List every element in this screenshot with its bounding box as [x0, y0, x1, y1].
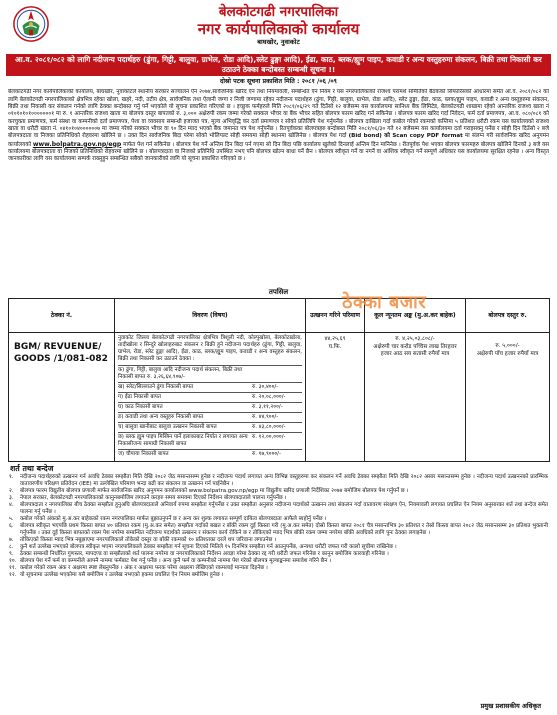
col-header-notice: ठेक्का नं. — [9, 299, 115, 333]
description-items — [118, 365, 302, 459]
condition-number: १२. — [9, 571, 17, 578]
condition-text: नदीजन्य पदार्थहरुको उत्खनन गर्न अवधि ठेक्का सम्झौता मिति देखि २०८२ जेठ मसान्तसम्म हुनेछ र नदीजन्य पदार्थ लगायत अन्य विभिन्न वस्तुहरुमा कर संकलन गर्ने अवधि ठेक्का सम्झौता मिति देखि २०८२ असार मसान्तसम्म हुनेछ । नदीजन्य पदार्थ उत्खननको प्रारम्भिक वातावरणीय परिक्षण प्रतिवेदन (IEE) मा उल्लेखित परिमाण भन्दा बढी कर संकलन वा उत्खनन गर्न पाईनेछैन । — [20, 474, 548, 488]
description-item-amount: रु. १७,९०००/- — [252, 451, 281, 458]
tender-table — [8, 298, 550, 462]
description-item-label: ग) ईंढा निकासी बापत — [118, 394, 161, 401]
condition-text: कुनै शर्त उल्लेख नभएको बोलपत्र स्वीकृत भएमा नगरपालिकाले ठेक्का सम्झौता गर्न सूचना दिएको मितिले १५ दिनभित्र सम्झौता गर्न आउनुपर्नेछ, अन्यथा धरौटी जफत गरी कालो सूचीमा राखिनेछ । — [20, 543, 397, 550]
condition-text: कबोल गरेको रकम अंक र अक्षरमा स्पष्ट लेख्नुपर्नेछ । अंक र अक्षरमा फरक परेमा अक्षरमा लेखिएको रकमलाई मान्यता दिइनेछ । — [20, 564, 268, 571]
description-item-amount: रु. १२,००,०००/- — [252, 434, 286, 441]
contract-number: BGM/ REVUENUE/ GOODS /1/081-082 — [9, 333, 115, 462]
description-item — [118, 422, 302, 432]
col-header-fee: बोलपत्र दस्तुर रु. — [466, 299, 550, 333]
condition-item — [9, 537, 548, 544]
condition-number: ८. — [9, 543, 14, 550]
notice-title: आ.व. २०८१/०८२ को लागि नदीजन्य पदार्थहरु (ढुंगा, गिट्टी, बालुवा, ग्राभेल, रोडा आदि),स्लेट ढुङ्गा आदि), ईंढा, काठ, ब्लक/ह्युम पाइप, कवाडी र अन्य वस्तुहरुमा संकलन, बिक्री तथा निकासी कर उठाउने ठेक्का बन्दोबस्त सम्बन्धी सूचना !! — [6, 54, 551, 76]
condition-text: ठेक्का सम्बन्धी निर्धारित गुणस्तर, मापदण्ड वा सम्झौताको शर्त पालना नगरेमा वा नगरपालिकाको निर्देशन अवज्ञा गरेमा ठेक्का रद्द गरी धरौटी जफत गरिनेछ र कानुन बमोजिम कारवाही गरिनेछ । — [20, 550, 389, 557]
table-row — [9, 333, 550, 462]
intro-text-2: मा संलग्न गरी सार्वजनिक खरिद अनुगमन कार्यालयको — [8, 133, 549, 148]
intro-text-1: बेलकोटगढी नगर कार्यपालिकाको कार्यालय, बाघखोर, नुवाकोटले स्थानीय सरकार सञ्चालन ऐन २०७४,सार्वजनिक खरिद ऐन तथा नियमावली, सम्बन्धित ऐन नियम र यस नगरपालिकाको राजश्व परामर्श समितिको बैठकको सिफारिसको आधारमा समेत आ.व. २०८१/०८२ को लागि बेलकोटगढी नगरपालिकाको क्षेत्रभित्र रहेका खोला, खहरे, नदी, तटीय क्षेत्र, सार्वजनिक तथा ऐलानी जग्गा र निजी जग्गामा रहेका नदीजन्य पदार्थहरु (ढुंगा, गिट्टी, बालुवा, ग्राभेल, रोडा आदि), स्लेट ढुङ्गा, ईंढा, काठ, ब्लक/ह्युम पाइप, कवाडी र अन्य वस्तुहरुमा संकलन, बिक्री तथा निकासी कर संकलन गर्नको लागि ठेक्का बन्दोबस्त गर्नु पर्ने भएकोले यो सूचना प्रकाशित गरिएको छ । इच्छुक फर्महरुले मिति २०८१/०६/२९ गते दिउँसो १२ बजेसम्म यस कार्यालयमा सानिध्य बैंक लिमिटेड, बेलकोटगढी शाखामा रहेको आन्तरिक राजश्व खाता नं ०१०१०१०१०००००००१ मा रु. १ आन्तरिक राजश्व खाता मा बोलपत्र दस्तुर बापतको रु. ३,००० अक्षेरुपी रकम जम्मा गरेको सक्कल भौचर वा बैंक भौचर सहित बोलपत्र फारम खरिद गर्न सकिनेछ । बोलपत्र फारम खरिद गर्दा निवेदन, फर्म दर्ता प्रमाणपत्र, आ.व. ०८०/०८१ को करचुक्ता प्रमाणपत्र, फर्म संस्था वा कम्पनीको दर्ता प्रमाणपत्र, पेशा वा व्यवसाय सम्बन्धी इजाजत पत्र, मूल्य अभिवृद्धि कर दर्ता प्रमाणपत्र र सोको प्रतिलिपि पेश गर्नुपर्नेछ । बोलपत्र दाखिला गर्दा कबोल गरेको रकमको कम्तिमा ५ प्रतिशत धरौटी रकम यस कार्यालयको राजश्व खाता वा धरौटी खाता नं. ०४१०१०४००००००७ मा जम्मा गरेको सक्कल भौचर वा ९० दिन म्याद भएको बैंक जमानत पत्र पेश गर्नुपर्नेछ । रितपूर्वकका बोलपत्रहरु बन्दोबस्त मिति २०८१/०६/३० गते १२ बजेसम्म यस कार्यालयमा दर्ता गराइसक्नु पर्नेछ र सोही दिन दिउँसो २ बजे बोलपत्रदाता वा निजका प्रतिनिधिको रोहवरमा खोलिने छ । उक्त दिन सार्वजनिक बिदा परेमा सोको भोलिपल्ट सोही समयमा सोही स्थानमा खोलिनेछ । बोलपत्र पेश गर्दा — [8, 89, 549, 140]
description-cell — [115, 333, 306, 462]
condition-number: ९. — [9, 550, 14, 557]
intro-text-3: मार्फत पेश गर्न सकिनेछ । बोलपत्र पेश गर्ने अन्तिम दिन बिदा पर्न गएमा सो दिन बिदा पछि कार्यालय खुलेको दिनलाई अन्तिम दिन मानिनेछ । रीतपूर्वक पेश भएका बोलपत्र फारमहरु बोलपत्र खोलिने दिनको ३ बजे यस कार्यालयमा बोलपत्रदाता वा निजको प्रतिनिधिको रोहवरमा खोलिने छ । बोलपत्रदाता वा निजको प्रतिनिधि उपस्थित नभए पनि बोलपत्र खोल्न बाधा पर्ने छैन । बोलपत्र स्वीकृत गर्ने वा नगर्ने वा आंशिक स्वीकृत गर्ने सम्पूर्ण अधिकार यस कार्यालयमा सुरक्षित रहनेछ । अन्य विस्तृत जानकारीका लागि यस कार्यालयमा सम्पर्क राख्नुहुन सम्बन्धित सबैको जानकारीको लागि यो सूचना प्रकाशित गरिएको छ । — [8, 141, 549, 163]
description-item-amount: रु. ४३,८०,०००/- — [252, 424, 286, 431]
office-name: बेलकोटगढी नगरपालिका — [218, 4, 339, 20]
condition-number: ३. — [9, 495, 14, 502]
col-header-desc: विवरण (विषय) — [115, 299, 306, 333]
description-item — [118, 432, 302, 449]
description-item — [118, 365, 302, 382]
condition-item — [9, 516, 548, 523]
conditions-list — [9, 474, 548, 578]
egp-link[interactable]: www.bolpatra.gov.np/egp — [32, 140, 122, 148]
condition-item — [9, 565, 548, 572]
description-item — [118, 392, 302, 402]
condition-item — [9, 474, 548, 488]
cost-cell — [365, 333, 466, 462]
notice-page — [4, 3, 553, 712]
description-item-label: क) ढुंगा, गिट्टी, बालुवा आदि नदीजन्य पदार्थ संकलन, बिक्री तथा निकासी बापत रु. ३,२६,६४,९०७/- — [118, 367, 243, 381]
condition-number: ७. — [9, 536, 14, 543]
description-item-label: छ) ब्लक ह्युम पाइप मिस्त्रिन पार्ने इलाकाबाट निर्यात र लगायत अन्य निकासीजन्य सामाग्री निकासी बापत — [118, 434, 248, 448]
description-item-amount — [252, 367, 302, 381]
condition-number: ६. — [9, 522, 14, 529]
table-heading: तपसिल — [268, 288, 289, 297]
fee-words: अक्षेरुपी पाँच हजार रुपैयाँ मात्र — [476, 350, 539, 357]
condition-item — [9, 551, 548, 558]
signature: प्रमुख प्रशासकीय अधिकृत — [480, 701, 541, 710]
condition-number: ५. — [9, 516, 14, 523]
description-item-amount: रु. ३०,४००/- — [252, 384, 279, 391]
notice-intro — [8, 89, 549, 285]
col-header-qty: उत्खनन गरिने परिमाण — [306, 299, 365, 333]
condition-text: तोकिएको किस्ता म्याद भित्र नबुझाएमा नगरपालिकाले तोकेको दस्तुर वा बाँकी रकमको १० प्रतिशतका दरले थप जरिवाना लगाउनेछ । — [20, 536, 277, 543]
description-item-amount: रु. २०,०८,०००/- — [252, 394, 286, 401]
condition-number: १. — [9, 474, 14, 481]
table-header-row — [9, 299, 550, 333]
office-subtitle: नगर कार्यपालिकाको कार्यालय — [197, 20, 360, 38]
condition-number: ११. — [9, 564, 17, 571]
quantity-cell — [306, 333, 365, 462]
condition-text: नेपाल सरकार, बेलकोटगढी नगरपालिकाको कानुनबमोजिम लगाउने करहरु समय समयमा दिएको निर्देशन बोलपत्रदाताले पालना गर्नुपर्नेछ । — [20, 495, 287, 502]
description-item-label: च) बालुवा खानीबाट बालुवा उत्खनन निकासी बापत — [118, 424, 217, 431]
fee-cell — [466, 333, 550, 462]
watermark: ठेक्का बजार — [342, 292, 427, 313]
quantity-unit: घ.फि. — [328, 343, 342, 350]
description-item — [118, 402, 302, 412]
condition-item — [9, 544, 548, 551]
nepal-emblem-icon — [12, 5, 50, 43]
description-item-label: ख) स्लेट/सिल्लाउने ढुंगा निकासी बापत — [118, 384, 194, 391]
description-item-label: ज) चौपाया निकासी बापत — [118, 451, 169, 458]
conditions-title: शर्त तथा बन्देज — [10, 464, 54, 474]
cost-words: अक्षेरुपी चार करोड पच्चिस लाख तिरहत्तर हजार आठ सय सतासी रुपैयाँ मात्र — [373, 343, 457, 358]
description-item-amount: रु. ३,११,२००/- — [252, 404, 283, 411]
office-address: बाघखोर, नुवाकोट — [257, 38, 300, 46]
description-item — [118, 412, 302, 422]
header — [4, 3, 553, 53]
quantity-amount: ४४,२५,६९ — [324, 336, 346, 343]
col-header-cost: कूल न्यूनतम अङ्क (मु.अ.कर बाहेक) — [365, 299, 466, 333]
condition-text: बोलपत्र पेश गर्ने फर्म वा कम्पनीले आफ्नै नाममा फर्मबाट पेश गर्नु पर्नेछ । अन्य कुनै फर्म वा कम्पनीको नाममा पेश गरेको बोलपत्र मूल्याङ्कनमा समावेश गरिने छैन । — [20, 557, 332, 564]
description-intro: नुवाकोट जिल्ला बेलकोटगढी नगरपालिका क्षेत्रभित्र त्रिशूली नदी, कोल्पुखोला, बेलकोटखोला, तादीखोला र सिन्दुरे खोलाहरुबाट संकलन र बिक्री हुने नदीजन्य पदार्थहरु (ढुंगा, गिट्टी, बालुवा, ग्राभेल, रोडा, स्लेट ढुङ्गा आदि), ईंढा, काठ, ब्लक/ह्युम पाइप, कवाडी र अन्य वस्तुहरु संकलन, बिक्री तथा निकासी कर उठाउने ठेक्का : — [118, 335, 302, 363]
condition-number: ४. — [9, 502, 14, 509]
condition-item — [9, 572, 548, 579]
description-item — [118, 449, 302, 459]
publish-date: दोस्रो पटक सूचना प्रकाशित मिति : २०८१ /०६ /०९ — [220, 78, 337, 85]
description-item-amount: रु. ४४,९००/- — [252, 414, 279, 421]
condition-text: बोलपत्र फारम विद्युतीय बोलपत्र प्रणाली मार्फत सार्वजनिक खरिद अनुगमन कार्यालयको www.bolpatra.gov.np/egp मा विद्युतीय खरिद प्रणाली निर्देशिका २०७४ बमोजिम बोलपत्र पेश गर्नुपर्ने छ । — [20, 488, 409, 495]
description-item — [118, 382, 302, 392]
condition-number: २. — [9, 488, 14, 495]
condition-item — [9, 523, 548, 537]
description-item-label: ङ) कवाडी तथा अन्य वस्तुहरु निकासी बापत — [118, 414, 204, 421]
condition-text: बोलपत्र स्वीकृत भएपछि प्रथम किस्ता बापत ४० प्रतिशत रकम (मु.अ.कर समेत) सम्झौता गर्दाको बखत र बाँकी रकम दुई किस्ता गरी (मु.अ.कर समेत) दोस्रो किस्ता बापत २०८१ चैत्र मसान्तभित्र ३० प्रतिशत र तेस्रो किस्ता बापत २०८२ जेठ मसान्तसम्म ३० प्रतिशत भुक्तानी गर्नुपर्नेछ । उक्त दुई किस्ता बापतको रकम पेश नगरेमा सम्बन्धित नदीजन्य पदार्थको उत्खनन र संकलन कार्य रोकिने छ र तोकिएको म्याद भित्र बाँकी रकम जम्मा नगरेमा बाँकी अवधिको लागि पुनः ठेक्का लगाइनेछ । — [20, 522, 548, 536]
cost-amount: रु. ४,२५,०३,८०८/- — [395, 336, 435, 343]
intro-bold: (Bid bond) को Scan copy PDF format — [348, 133, 463, 140]
condition-item — [9, 502, 548, 516]
condition-text: बोलपत्रदाता र नगरपालिका बीच ठेक्का सम्झौता हुनुअघि बोलपत्रदाताले अनिवार्य रुपमा सम्झौता गर्नुपर्नेछ र उक्त सम्झौता अनुसार नदीजन्य पदार्थको उत्खनन तथा संकलन गर्दा वातावरण संरक्षण ऐन, नियमावली लगायत प्रचलित ऐन नियम अनुसारका शर्त तथा बन्देज समेत पालना गर्नु पर्नेछ । — [20, 502, 548, 516]
condition-text: कबोल गरेको अंकको मु.अ.कर बाहेकको रकम नगरपालिका मार्फत बुझाउनुपर्ने छ र अन्य कर शुल्क लगायत सम्पूर्ण दायित्व बोलपत्रदाता आफैले ब्यहोर्नु पर्नेछ । — [20, 516, 327, 523]
description-item-label: घ) काठ निकासी बापत — [118, 404, 163, 411]
condition-number: १०. — [9, 557, 17, 564]
condition-item — [9, 558, 548, 565]
condition-text: यो सूचनामा उल्लेख भएकोमा यसै बमोजिम र उल्लेख नभएको हकमा प्रचलित ऐन नियम बमोजिम हुनेछ । — [20, 571, 224, 578]
fee-amount: रु. ५,०००/- — [495, 343, 520, 350]
